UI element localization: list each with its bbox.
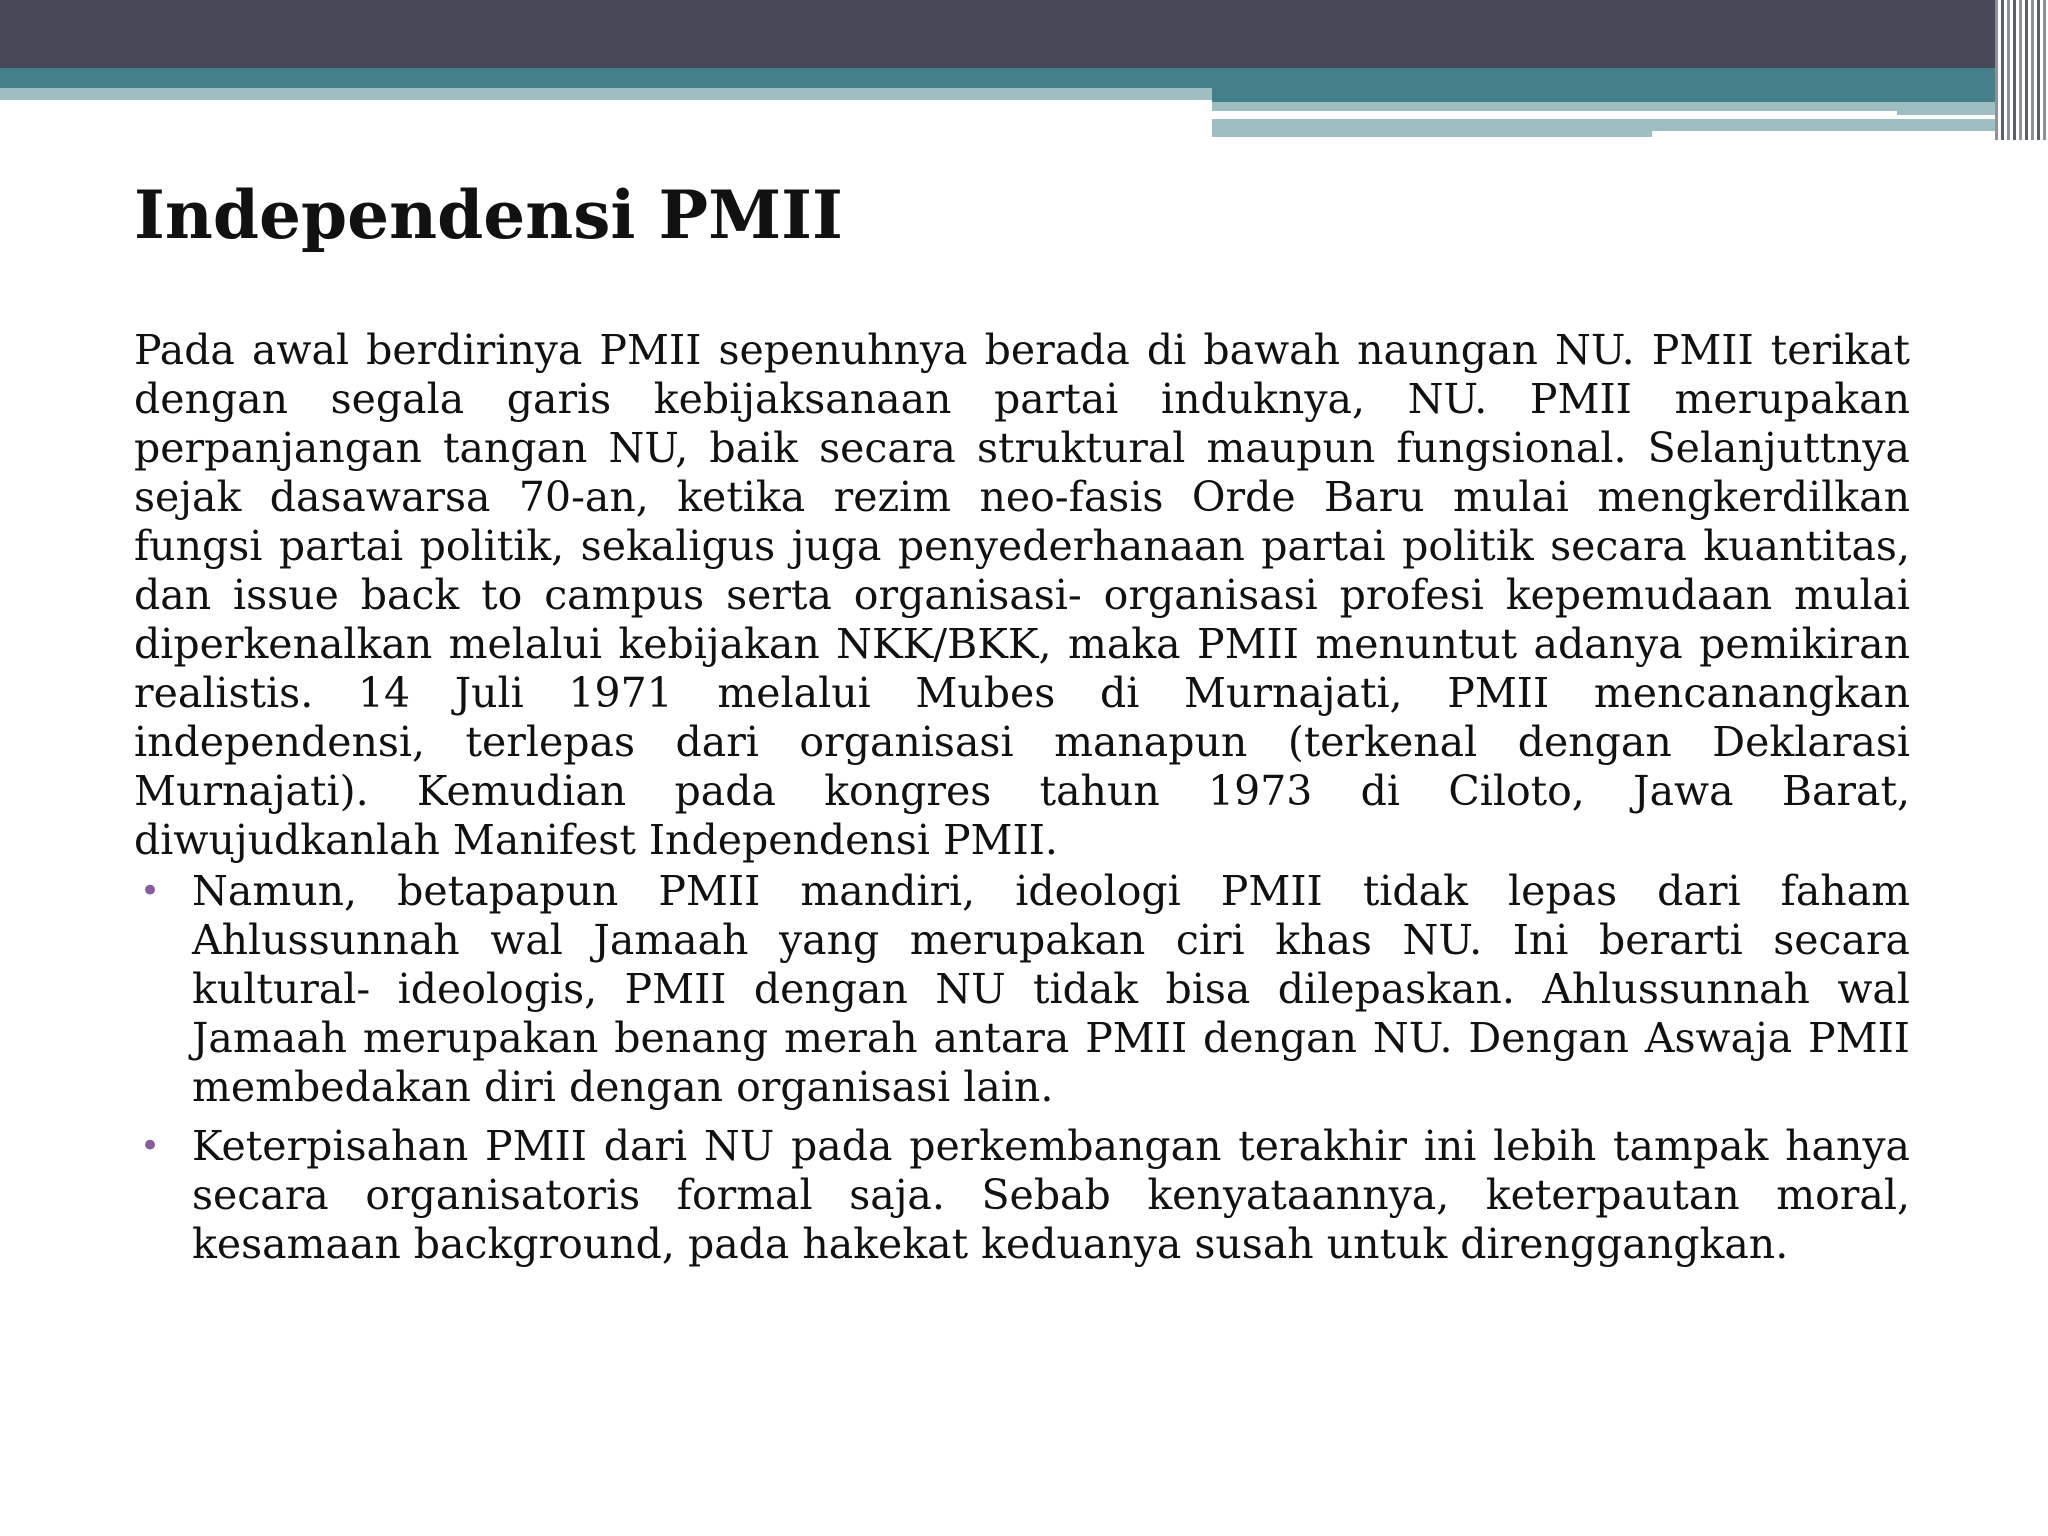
header-stripes	[1995, 0, 2048, 140]
header-band-teal-left	[0, 68, 1212, 88]
header-band-light-left	[0, 88, 1212, 100]
bullet-item	[134, 867, 1910, 1112]
slide-title: Independensi PMII	[134, 176, 843, 254]
body-paragraph: Pada awal berdirinya PMII sepenuhnya berada di bawah naungan NU. PMII terikat dengan segala garis kebijaksanaan partai induknya, NU. PMII merupakan perpanjangan tangan NU, baik secara struktural maupun fungsional. Selanjuttnya sejak dasawarsa 70-an, ketika rezim neo-fasis Orde Baru mulai mengkerdilkan fungsi partai politik, sekaligus juga penyederhanaan partai politik secara kuantitas, dan issue back to campus serta organisasi- organisasi profesi kepemudaan mulai diperkenalkan melalui kebijakan NKK/BKK, maka PMII menuntut adanya pemikiran realistis. 14 Juli 1971 melalui Mubes di Murnajati, PMII mencanangkan independensi, terlepas dari organisasi manapun (terkenal dengan Deklarasi Murnajati). Kemudian pada kongres tahun 1973 di Ciloto, Jawa Barat, diwujudkanlah Manifest Independensi PMII.	[134, 326, 1910, 864]
bullet-list	[134, 867, 1910, 1269]
header-band-white-line	[1212, 111, 1897, 116]
header-band-dark	[0, 0, 1995, 68]
bullet-marker: •	[140, 871, 161, 911]
header-band-teal-right	[1212, 68, 1995, 102]
bullet-item	[134, 1122, 1910, 1269]
header-band-light-lower	[1212, 119, 1652, 137]
bullet-text: Namun, betapapun PMII mandiri, ideologi PMII tidak lepas dari faham Ahlussunnah wal Jamaah yang merupakan ciri khas NU. Ini berarti secara kultural- ideologis, PMII dengan NU tidak bisa dilepaskan. Ahlussunnah wal Jamaah merupakan benang merah antara PMII dengan NU. Dengan Aswaja PMII membedakan diri dengan organisasi lain.	[192, 867, 1910, 1111]
header-band-light-lower-b	[1652, 119, 1995, 131]
bullet-marker: •	[140, 1126, 161, 1166]
slide-content	[134, 326, 1910, 1279]
bullet-text: Keterpisahan PMII dari NU pada perkembangan terakhir ini lebih tampak hanya secara organisatoris formal saja. Sebab kenyataannya, keterpautan moral, kesamaan background, pada hakekat keduanya susah untuk direnggangkan.	[192, 1122, 1910, 1268]
